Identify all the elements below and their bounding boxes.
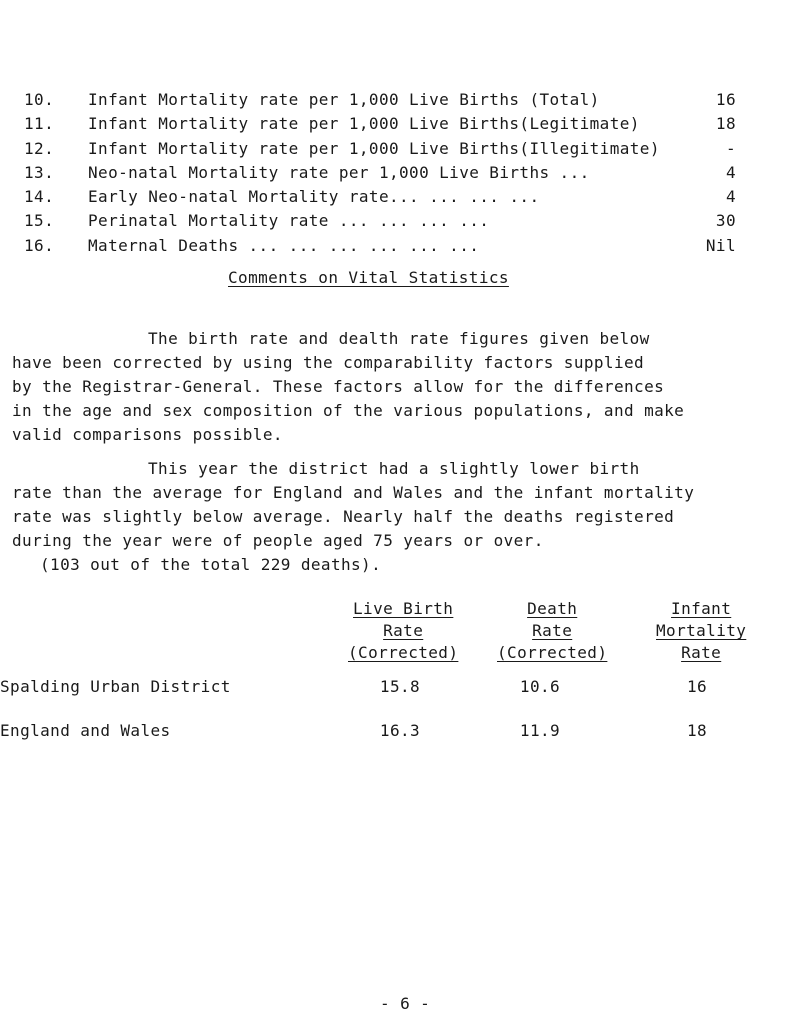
stat-label: Infant Mortality rate per 1,000 Live Births(Illegitimate)	[88, 138, 660, 158]
paragraph-line: valid comparisons possible.	[12, 425, 283, 444]
stat-value: Nil	[705, 235, 736, 255]
table-cell: 11.9	[519, 721, 561, 740]
paragraph-line: rate than the average for England and Wales and the infant mortality	[12, 483, 695, 502]
stat-label: Neo-natal Mortality rate per 1,000 Live Births ...	[88, 162, 590, 182]
column-header-line: (Corrected)	[348, 643, 459, 662]
stat-number: 15.	[24, 211, 55, 231]
paragraph-line: (103 out of the total 229 deaths).	[40, 555, 382, 574]
stat-number: 14.	[24, 187, 55, 207]
vital-statistics-list	[24, 88, 736, 258]
paragraph-line: in the age and sex composition of the various populations, and make	[12, 401, 685, 420]
stat-label: Infant Mortality rate per 1,000 Live Births(Legitimate)	[88, 114, 640, 134]
paragraph-line: during the year were of people aged 75 years or over.	[12, 531, 544, 550]
table-cell: 15.8	[379, 677, 421, 696]
column-header-line: Death	[527, 599, 578, 618]
stat-value: 4	[725, 162, 736, 182]
table-cell: 18	[686, 721, 708, 740]
column-header-line: Rate	[383, 621, 424, 640]
section-heading: Comments on Vital Statistics	[228, 268, 509, 287]
column-header-death-rate	[497, 598, 607, 664]
stat-value: 16	[715, 90, 736, 109]
stat-label: Maternal Deaths ... ... ... ... ... ...	[88, 235, 480, 255]
column-header-live-birth-rate	[348, 598, 458, 664]
column-header-line: Infant	[671, 599, 732, 618]
table-cell: 10.6	[519, 677, 561, 696]
stat-number: 16.	[24, 235, 55, 255]
column-header-infant-mortality-rate	[656, 598, 746, 664]
row-label: England and Wales	[0, 721, 171, 740]
stat-row	[24, 112, 736, 136]
table-cell: 16.3	[379, 721, 421, 740]
table-cell: 16	[686, 677, 708, 696]
paragraph-line: This year the district had a slightly lower birth	[148, 459, 640, 478]
column-header-line: Rate	[681, 643, 722, 662]
stat-label: Infant Mortality rate per 1,000 Live Births (Total)	[88, 90, 600, 109]
stat-value: 30	[715, 211, 736, 231]
column-header-line: Rate	[532, 621, 573, 640]
stat-value: 18	[715, 114, 736, 134]
paragraph-line: The birth rate and dealth rate figures given below	[148, 329, 650, 348]
column-header-line: Mortality	[656, 621, 747, 640]
stat-row	[24, 88, 736, 112]
stat-label: Perinatal Mortality rate ... ... ... ...	[88, 211, 490, 231]
stat-row	[24, 185, 736, 209]
stat-value: 4	[725, 187, 736, 207]
paragraph-line: rate was slightly below average. Nearly half the deaths registered	[12, 507, 675, 526]
stat-number: 11.	[24, 114, 55, 134]
column-header-line: (Corrected)	[497, 643, 608, 662]
stat-row	[24, 234, 736, 258]
column-header-line: Live Birth	[353, 599, 454, 618]
stat-number: 12.	[24, 138, 55, 158]
stat-number: 10.	[24, 90, 55, 109]
row-label: Spalding Urban District	[0, 677, 231, 696]
stat-row	[24, 137, 736, 161]
stat-label: Early Neo-natal Mortality rate... ... ... ...	[88, 187, 540, 207]
paragraph-line: have been corrected by using the comparability factors supplied	[12, 353, 645, 372]
stat-number: 13.	[24, 162, 55, 182]
stat-row	[24, 161, 736, 185]
stat-row	[24, 209, 736, 233]
page-number: - 6 -	[380, 994, 431, 1013]
stat-value: -	[725, 138, 736, 158]
paragraph-line: by the Registrar-General. These factors allow for the differences	[12, 377, 665, 396]
